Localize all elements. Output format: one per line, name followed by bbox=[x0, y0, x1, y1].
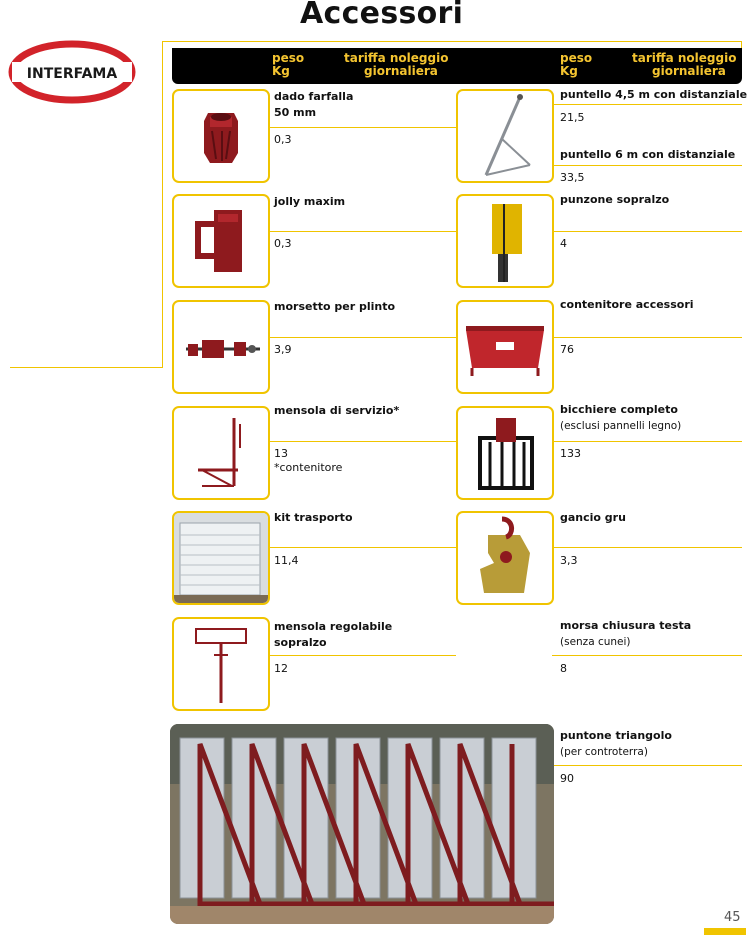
row-rule bbox=[552, 165, 742, 166]
frame-line-bottom bbox=[10, 367, 163, 368]
header-left-tariffa: tariffa noleggio giornaliera bbox=[344, 51, 449, 78]
gancio-gru-name: gancio gru bbox=[560, 511, 626, 524]
row-rule bbox=[552, 337, 742, 338]
jolly-maxim-peso: 0,3 bbox=[274, 237, 292, 250]
dado-farfalla-name: dado farfalla 50 mm bbox=[274, 90, 354, 119]
puntone-triangolo-name: puntone triangolo (per controterra) bbox=[560, 729, 672, 758]
puntello-image bbox=[456, 89, 554, 183]
jolly-maxim-name: jolly maxim bbox=[274, 195, 346, 208]
punzone-sopralzo-peso: 4 bbox=[560, 237, 567, 250]
puntone-triangolo-photo bbox=[170, 724, 554, 924]
jolly-maxim-image bbox=[172, 194, 270, 288]
kit-trasporto-peso: 11,4 bbox=[274, 554, 299, 567]
puntello-6-peso: 33,5 bbox=[560, 171, 585, 184]
frame-line-top bbox=[162, 41, 742, 42]
puntello-45-name: puntello 4,5 m con distanziale bbox=[560, 88, 748, 101]
mensola-servizio-peso: 13 *contenitore bbox=[274, 447, 343, 474]
row-rule bbox=[268, 127, 456, 128]
mensola-regolabile-peso: 12 bbox=[274, 662, 288, 675]
morsetto-plinto-image bbox=[172, 300, 270, 394]
row-rule bbox=[268, 655, 456, 656]
row-rule bbox=[552, 547, 742, 548]
row-rule bbox=[552, 655, 742, 656]
page-title: Accessori bbox=[300, 0, 464, 31]
page-number: 45 bbox=[724, 910, 741, 925]
morsetto-plinto-peso: 3,9 bbox=[274, 343, 292, 356]
page-number-bar bbox=[704, 928, 746, 935]
row-rule bbox=[268, 547, 456, 548]
row-rule bbox=[268, 441, 456, 442]
contenitore-accessori-name: contenitore accessori bbox=[560, 298, 694, 311]
puntello-45-peso: 21,5 bbox=[560, 111, 585, 124]
logo-text: INTERFAMA bbox=[26, 66, 118, 82]
kit-trasporto-name: kit trasporto bbox=[274, 511, 353, 524]
morsa-chiusura-peso: 8 bbox=[560, 662, 567, 675]
mensola-servizio-name: mensola di servizio* bbox=[274, 404, 400, 417]
bicchiere-completo-image bbox=[456, 406, 554, 500]
mensola-servizio-image bbox=[172, 406, 270, 500]
row-rule bbox=[552, 104, 742, 105]
punzone-sopralzo-name: punzone sopralzo bbox=[560, 193, 670, 206]
header-right-peso: peso Kg bbox=[560, 51, 593, 78]
contenitore-accessori-image bbox=[456, 300, 554, 394]
frame-line-left bbox=[162, 41, 163, 368]
gancio-gru-peso: 3,3 bbox=[560, 554, 578, 567]
morsetto-plinto-name: morsetto per plinto bbox=[274, 300, 396, 313]
interfama-logo bbox=[8, 40, 136, 104]
puntello-6-name: puntello 6 m con distanziale bbox=[560, 148, 736, 161]
row-rule bbox=[552, 765, 742, 766]
morsa-chiusura-name: morsa chiusura testa (senza cunei) bbox=[560, 619, 692, 648]
contenitore-accessori-peso: 76 bbox=[560, 343, 574, 356]
mensola-regolabile-name: mensola regolabile sopralzo bbox=[274, 620, 393, 649]
table-header bbox=[172, 48, 742, 84]
bicchiere-completo-peso: 133 bbox=[560, 447, 581, 460]
row-rule bbox=[268, 337, 456, 338]
row-rule bbox=[552, 231, 742, 232]
dado-farfalla-peso: 0,3 bbox=[274, 133, 292, 146]
gancio-gru-image bbox=[456, 511, 554, 605]
header-left-peso: peso Kg bbox=[272, 51, 305, 78]
row-rule bbox=[552, 441, 742, 442]
dado-farfalla-image bbox=[172, 89, 270, 183]
puntone-triangolo-peso: 90 bbox=[560, 772, 574, 785]
punzone-sopralzo-image bbox=[456, 194, 554, 288]
mensola-regolabile-image bbox=[172, 617, 270, 711]
bicchiere-completo-name: bicchiere completo (esclusi pannelli legno) bbox=[560, 403, 682, 432]
row-rule bbox=[268, 231, 456, 232]
header-right-tariffa: tariffa noleggio giornaliera bbox=[632, 51, 737, 78]
kit-trasporto-image bbox=[172, 511, 270, 605]
